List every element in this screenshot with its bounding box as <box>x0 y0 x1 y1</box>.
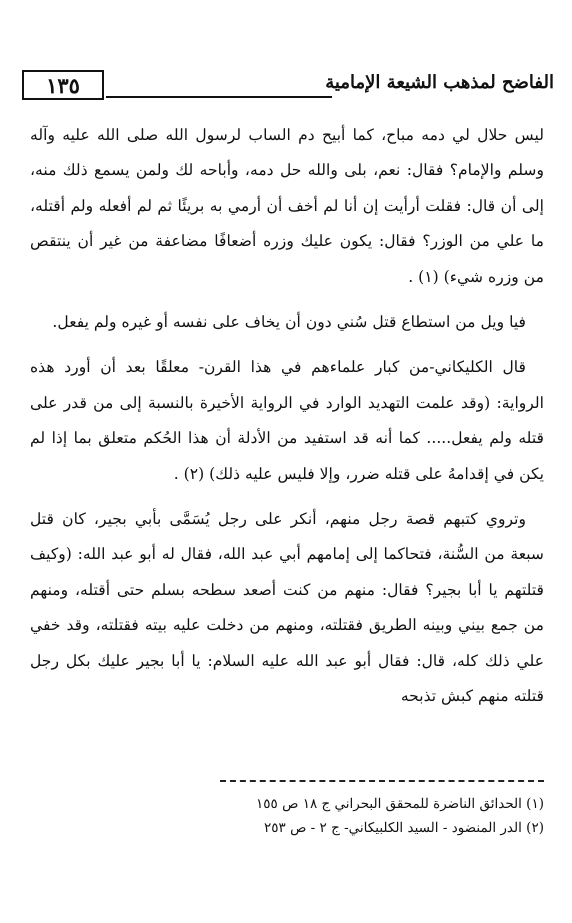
footnote: (٢) الدر المنضود - السيد الكلبيكاني- ج ٢ - ص ٢٥٣ <box>264 820 544 836</box>
footnotes <box>24 792 544 840</box>
footnote: (١) الحدائق الناضرة للمحقق البحراني ج ١٨ ص ١٥٥ <box>256 796 544 812</box>
page-number: ١٣٥ <box>22 70 104 100</box>
main-text <box>30 118 544 715</box>
paragraph: فيا ويل من استطاع قتل سُني دون أن يخاف على نفسه أو غيره ولم يفعل. <box>52 313 526 332</box>
paragraph: وتروي كتبهم قصة رجل منهم، أنكر على رجل يُسَمَّى بأبي بجير، كان قتل سبعة من السُّنة، فتحاكما إلى إمامهم أبي عبد الله، فقال له أبو عبد الله: (وكيف قتلتهم يا أبا بجير؟ فقال: منهم من كنت أصعد سطحه بسلم حتى أقتله، ومنهم من جمع بيني وبينه الطريق فقتلته، ومنهم من دخلت عليه بيته فقتلته، وقد خفي علي ذلك كله، قال: فقال أبو عبد الله عليه السلام: يا أبا بجير عليك بكل رجل قتلته منهم كبش تذبحه <box>30 510 544 706</box>
page-header <box>22 70 554 108</box>
paragraph: قال الكليكاني-من كبار علماءهم في هذا القرن- معلقًا بعد أن أورد هذه الرواية: (وقد علمت التهديد الوارد في الرواية الأخيرة بالنسبة إلى من قدر على قتله ولم يفعل..... كما أنه قد استفيد من الأدلة أن هذا الحُكم متعلق بما إذا لم يكن في إقدامهُ على قتله ضرر، وإلا فليس عليه ذلك) (٢) . <box>30 358 544 483</box>
header-rule <box>106 96 332 98</box>
book-title: الفاضح لمذهب الشيعة الإمامية <box>325 72 554 93</box>
paragraph: ليس حلال لي دمه مباح، كما أبيح دم الساب لرسول الله صلى الله عليه وآله وسلم والإمام؟ فقال: نعم، بلى والله حل دمه، وأباحه لك ولمن يسمع ذلك منه، إلى أن قال: فقلت أرأيت إن أنا لم أخف أن أرمي به بريئًا ثم لم أفعله ولم أقتله، ما علي من الوزر؟ فقال: يكون عليك وزره أضعافًا مضاعفة من غير أن ينتقص من وزره شيء) (١) . <box>30 126 544 286</box>
footnote-separator <box>220 780 544 782</box>
